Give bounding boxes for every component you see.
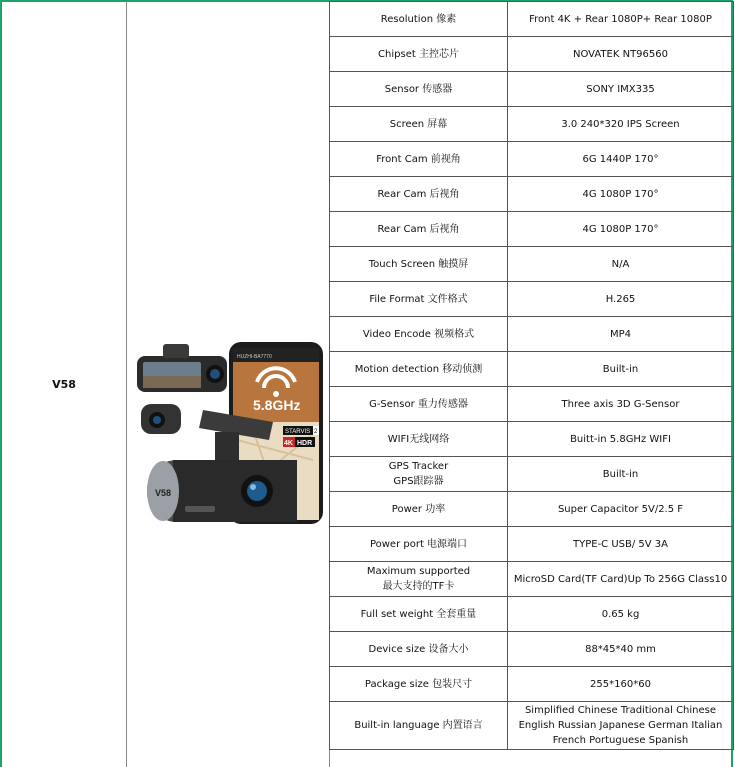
spec-value: N/A: [508, 247, 734, 282]
spec-row: [330, 527, 734, 562]
spec-label: Touch Screen 触摸屏: [330, 247, 508, 282]
spec-label-line: 最大支持的TF卡: [382, 581, 455, 592]
spec-label: Power 功率: [330, 492, 508, 527]
starvis-badge: STARVIS: [285, 429, 311, 435]
spec-label: Resolution 像素: [330, 2, 508, 37]
spec-row: [330, 457, 734, 492]
spec-value: MicroSD Card(TF Card)Up To 256G Class10: [508, 562, 734, 597]
image-cell: [127, 2, 330, 767]
spec-label: Full set weight 全套重量: [330, 597, 508, 632]
spec-label: Built-in language 内置语言: [330, 702, 508, 750]
spec-row: [330, 562, 734, 597]
spec-value: Built-in: [508, 352, 734, 387]
spec-label: Chipset 主控芯片: [330, 37, 508, 72]
spec-label: Rear Cam 后视角: [330, 177, 508, 212]
spec-value: Super Capacitor 5V/2.5 F: [508, 492, 734, 527]
product-image: [133, 340, 325, 530]
spec-value-line: English Russian Japanese German Italian: [518, 720, 723, 731]
starvis-number: 2: [314, 429, 318, 435]
spec-label: Power port 电源端口: [330, 527, 508, 562]
spec-row: [330, 632, 734, 667]
spec-value: SONY IMX335: [508, 72, 734, 107]
spec-row: [330, 597, 734, 632]
spec-value-line: Simplified Chinese Traditional Chinese: [524, 705, 717, 716]
spec-label: G-Sensor 重力传感器: [330, 387, 508, 422]
spec-value: Built-in: [508, 457, 734, 492]
spec-label: File Format 文件格式: [330, 282, 508, 317]
spec-label: [330, 562, 508, 597]
spec-value: [508, 702, 734, 750]
spec-value: Three axis 3D G-Sensor: [508, 387, 734, 422]
spec-row: [330, 422, 734, 457]
spec-row: [330, 702, 734, 750]
spec-value: 6G 1440P 170°: [508, 142, 734, 177]
spec-table: [329, 1, 734, 750]
spec-value: H.265: [508, 282, 734, 317]
spec-label: Sensor 传感器: [330, 72, 508, 107]
spec-row: [330, 317, 734, 352]
spec-value: MP4: [508, 317, 734, 352]
spec-value: Buitt-in 5.8GHz WIFI: [508, 422, 734, 457]
spec-value-line: French Portuguese Spanish: [552, 735, 689, 746]
spec-row: [330, 667, 734, 702]
spec-row: [330, 212, 734, 247]
spec-row: [330, 352, 734, 387]
spec-row: [330, 72, 734, 107]
spec-label: Rear Cam 后视角: [330, 212, 508, 247]
spec-label: Package size 包装尺寸: [330, 667, 508, 702]
spec-row: [330, 107, 734, 142]
spec-label: Screen 屏幕: [330, 107, 508, 142]
spec-row: [330, 492, 734, 527]
spec-value: NOVATEK NT96560: [508, 37, 734, 72]
spec-value: TYPE-C USB/ 5V 3A: [508, 527, 734, 562]
spec-label: Video Encode 视频格式: [330, 317, 508, 352]
spec-value: 4G 1080P 170°: [508, 177, 734, 212]
wifi-badge: 5.8GHz: [253, 397, 301, 413]
spec-row: [330, 247, 734, 282]
spec-row: [330, 142, 734, 177]
spec-value: Front 4K + Rear 1080P+ Rear 1080P: [508, 2, 734, 37]
model-cell: [2, 2, 127, 767]
spec-label: Device size 设备大小: [330, 632, 508, 667]
spec-value: 0.65 kg: [508, 597, 734, 632]
dashcam-illustration: [133, 340, 325, 530]
spec-row: [330, 282, 734, 317]
spec-label: Motion detection 移动侦测: [330, 352, 508, 387]
spec-row: [330, 2, 734, 37]
spec-row: [330, 37, 734, 72]
spec-value: 88*45*40 mm: [508, 632, 734, 667]
spec-label-line: Maximum supported: [366, 566, 471, 577]
spec-label-line: GPS Tracker: [388, 461, 449, 472]
spec-row: [330, 387, 734, 422]
spec-value: 3.0 240*320 IPS Screen: [508, 107, 734, 142]
spec-value: 4G 1080P 170°: [508, 212, 734, 247]
spec-label-line: GPS跟踪器: [393, 476, 444, 487]
camera-logo: V58: [155, 488, 172, 498]
spec-label: Front Cam 前视角: [330, 142, 508, 177]
phone-header: HUZHI-BA7770: [237, 354, 272, 360]
spec-value: 255*160*60: [508, 667, 734, 702]
spec-label: WIFI无线网络: [330, 422, 508, 457]
res-badge: 4K: [284, 440, 293, 447]
model-name: V58: [52, 378, 76, 391]
spec-label: [330, 457, 508, 492]
hdr-badge: HDR: [297, 440, 313, 447]
spec-row: [330, 177, 734, 212]
